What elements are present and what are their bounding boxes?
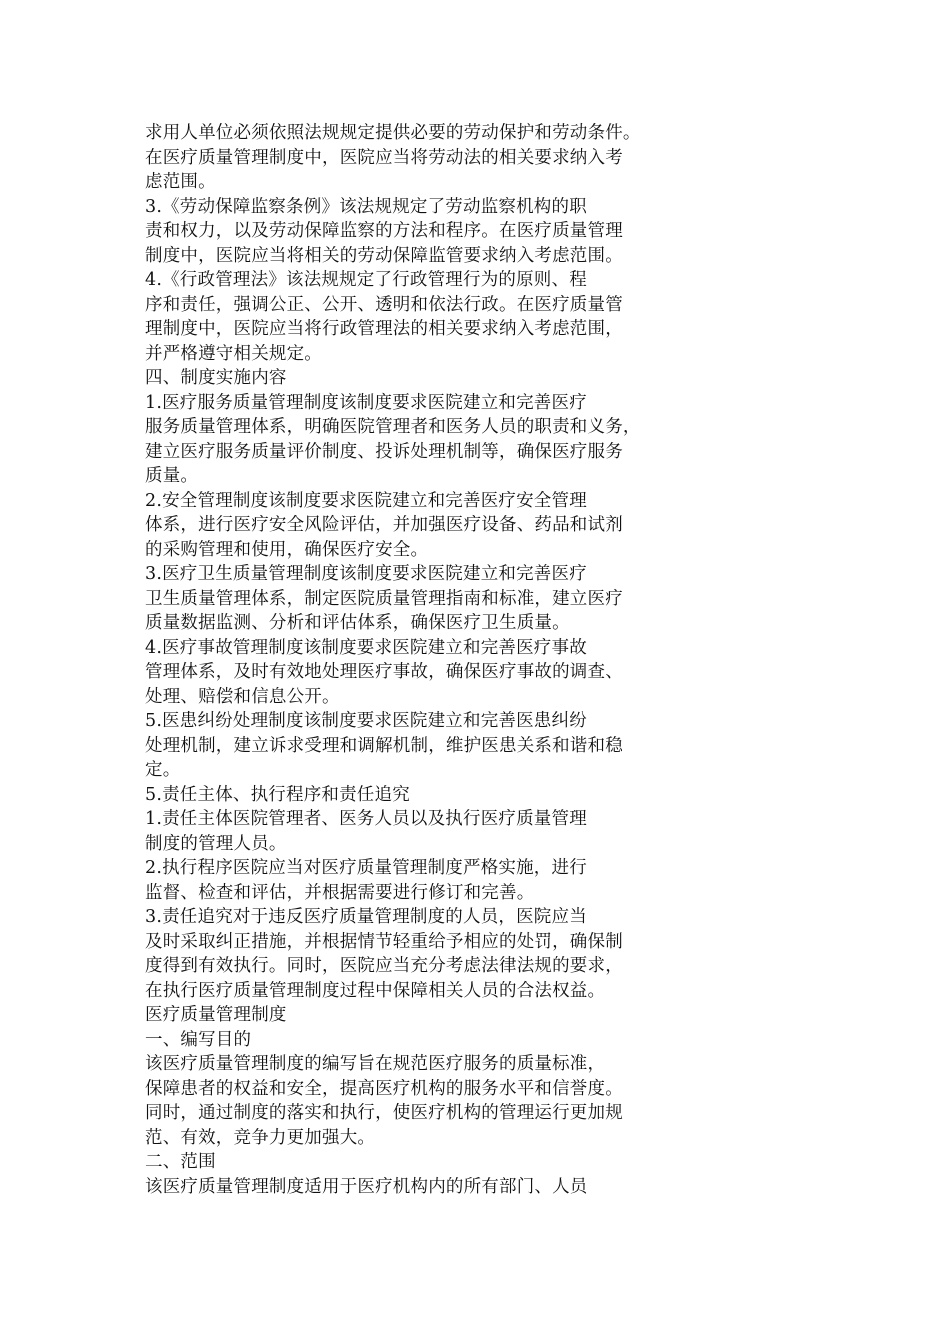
text-line: 虑范围。 bbox=[145, 172, 216, 192]
text-line: 在医疗质量管理制度中，医院应当将劳动法的相关要求纳入考 bbox=[145, 147, 623, 168]
text-line: 范、有效，竞争力更加强大。 bbox=[145, 1127, 376, 1148]
text-line: 体系，进行医疗安全风险评估，并加强医疗设备、药品和试剂 bbox=[145, 515, 623, 535]
text-line: 4.医疗事故管理制度该制度要求医院建立和完善医疗事故 bbox=[145, 637, 587, 658]
text-line: 在执行医疗质量管理制度过程中保障相关人员的合法权益。 bbox=[145, 980, 606, 1001]
text-line: 1.医疗服务质量管理制度该制度要求医院建立和完善医疗 bbox=[145, 392, 587, 413]
text-line: 及时采取纠正措施，并根据情节轻重给予相应的处罚，确保制 bbox=[145, 931, 623, 952]
section-heading: 二、范围 bbox=[145, 1152, 216, 1172]
section-heading: 5.责任主体、执行程序和责任追究 bbox=[145, 784, 410, 805]
text-line: 定。 bbox=[145, 760, 181, 780]
text-line: 质量。 bbox=[145, 466, 199, 486]
text-line: 理制度中，医院应当将行政管理法的相关要求纳入考虑范围， bbox=[145, 319, 623, 339]
section-heading: 一、编写目的 bbox=[145, 1029, 252, 1050]
text-line: 2.安全管理制度该制度要求医院建立和完善医疗安全管理 bbox=[145, 490, 587, 511]
document-title: 医疗质量管理制度 bbox=[145, 1005, 287, 1025]
text-line: 3.责任追究对于违反医疗质量管理制度的人员，医院应当 bbox=[145, 907, 587, 927]
text-line: 的采购管理和使用，确保医疗安全。 bbox=[145, 539, 429, 560]
text-line: 3.医疗卫生质量管理制度该制度要求医院建立和完善医疗 bbox=[145, 564, 587, 584]
text-line: 质量数据监测、分析和评估体系，确保医疗卫生质量。 bbox=[145, 613, 570, 633]
text-line: 1.责任主体医院管理者、医务人员以及执行医疗质量管理 bbox=[145, 809, 587, 829]
text-line: 处理、赔偿和信息公开。 bbox=[145, 686, 340, 707]
text-line: 制度中，医院应当将相关的劳动保障监管要求纳入考虑范围。 bbox=[145, 245, 623, 266]
text-line: 保障患者的权益和安全，提高医疗机构的服务水平和信誉度。 bbox=[145, 1078, 623, 1099]
text-line: 处理机制，建立诉求受理和调解机制，维护医患关系和谐和稳 bbox=[145, 735, 623, 756]
text-line: 求用人单位必须依照法规规定提供必要的劳动保护和劳动条件。 bbox=[145, 123, 641, 143]
text-line: 卫生质量管理体系，制定医院质量管理指南和标准，建立医疗 bbox=[145, 588, 623, 609]
text-line: 制度的管理人员。 bbox=[145, 833, 287, 854]
text-line: 度得到有效执行。同时，医院应当充分考虑法律法规的要求， bbox=[145, 956, 623, 976]
text-line: 并严格遵守相关规定。 bbox=[145, 343, 322, 364]
text-line: 服务质量管理体系，明确医院管理者和医务人员的职责和义务， bbox=[145, 417, 641, 437]
document-body bbox=[145, 121, 845, 1199]
text-line: 责和权力，以及劳动保障监察的方法和程序。在医疗质量管理 bbox=[145, 221, 623, 241]
text-line: 4.《行政管理法》该法规规定了行政管理行为的原则、程 bbox=[145, 270, 587, 290]
text-line: 该医疗质量管理制度适用于医疗机构内的所有部门、人员 bbox=[145, 1176, 588, 1197]
text-line: 监督、检查和评估，并根据需要进行修订和完善。 bbox=[145, 882, 535, 903]
text-line: 5.医患纠纷处理制度该制度要求医院建立和完善医患纠纷 bbox=[145, 711, 587, 731]
text-line: 该医疗质量管理制度的编写旨在规范医疗服务的质量标准， bbox=[145, 1054, 606, 1074]
text-line: 同时，通过制度的落实和执行，使医疗机构的管理运行更加规 bbox=[145, 1103, 623, 1123]
text-line: 2.执行程序医院应当对医疗质量管理制度严格实施，进行 bbox=[145, 858, 587, 878]
text-line: 管理体系，及时有效地处理医疗事故，确保医疗事故的调查、 bbox=[145, 662, 623, 682]
section-heading: 四、制度实施内容 bbox=[145, 368, 287, 388]
text-line: 建立医疗服务质量评价制度、投诉处理机制等，确保医疗服务 bbox=[145, 441, 623, 462]
text-line: 序和责任，强调公正、公开、透明和依法行政。在医疗质量管 bbox=[145, 294, 623, 315]
text-line: 3.《劳动保障监察条例》该法规规定了劳动监察机构的职 bbox=[145, 196, 587, 217]
